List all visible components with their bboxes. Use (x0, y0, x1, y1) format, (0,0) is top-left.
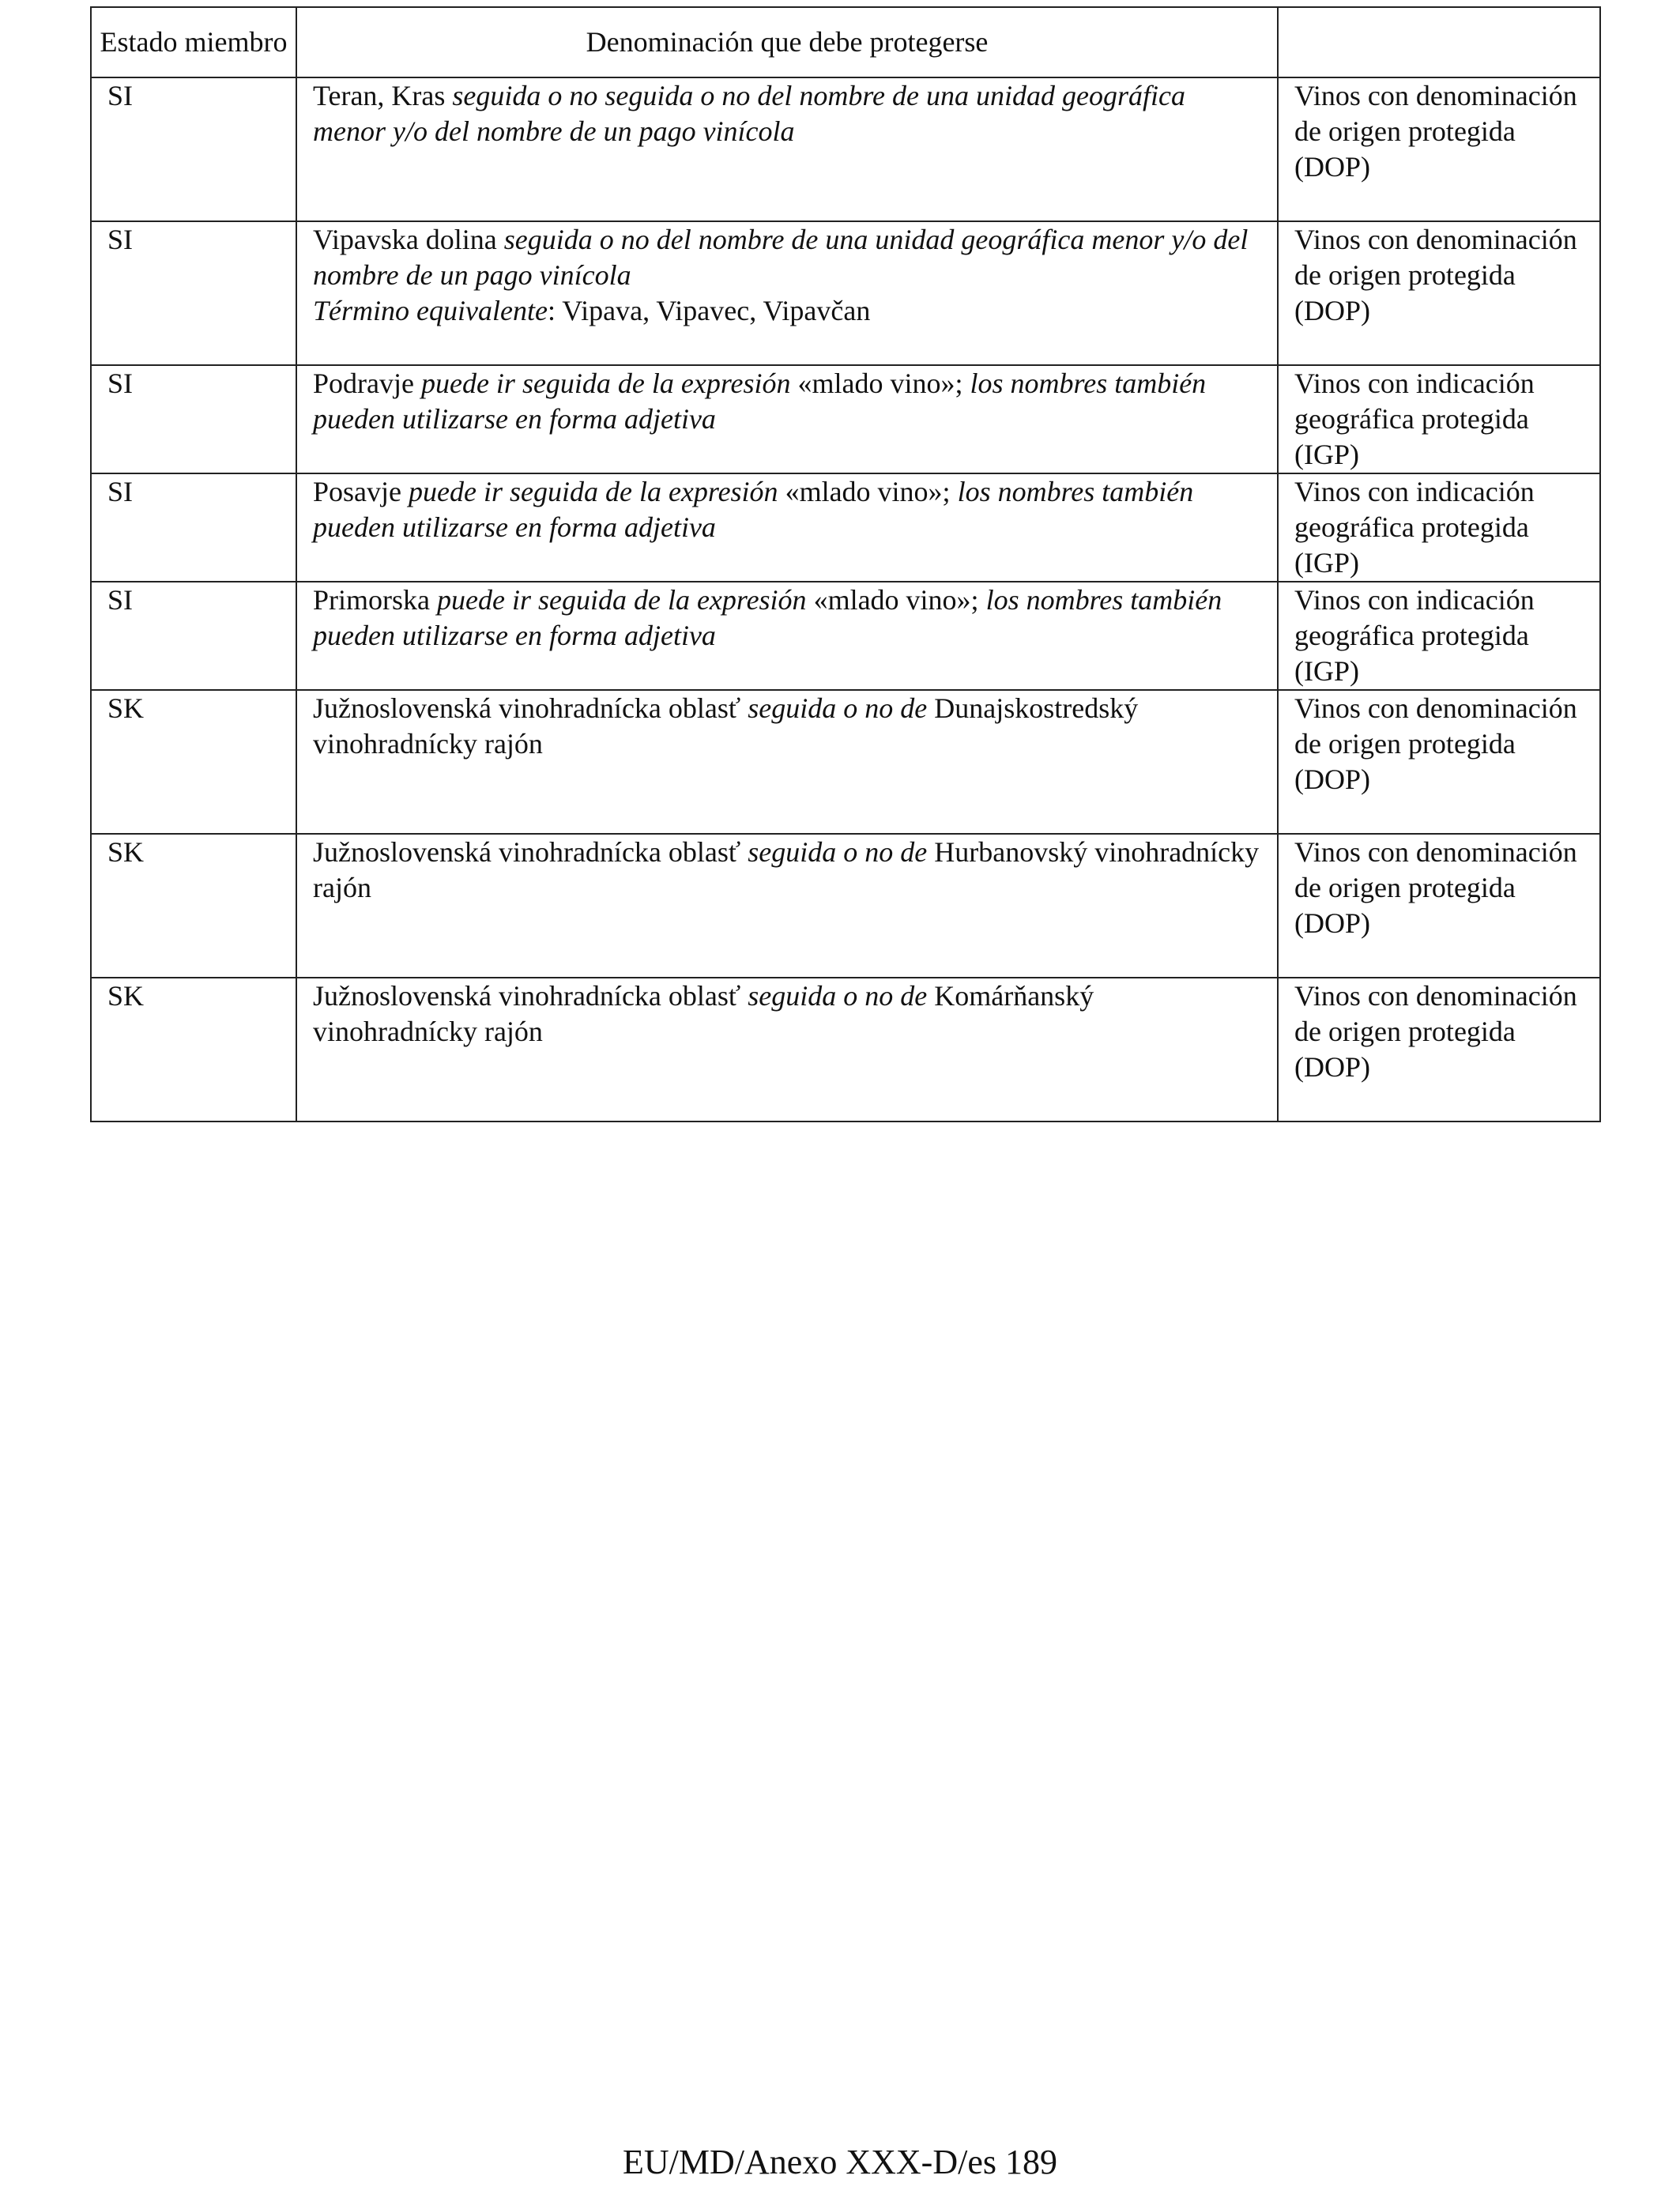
table-row (91, 834, 1600, 978)
product-category-cell: Vinos con denominación de origen protegida (DOP) (1278, 221, 1600, 365)
member-state-cell: SI (91, 221, 296, 365)
denomination-qualifier: seguida o no seguida o no del nombre de una unidad geográfica menor y/o del nombre de un pago vinícola (313, 80, 1192, 147)
denomination-line (313, 474, 1261, 545)
product-category-cell: Vinos con indicación geográfica protegida (IGP) (1278, 365, 1600, 473)
denomination-term: : Vipava, Vipavec, Vipavčan (547, 295, 871, 326)
denomination-qualifier: seguida o no de (748, 836, 935, 868)
denomination-term: Dunajskostredský vinohradnícky rajón (313, 692, 1146, 760)
denomination-term: Južnoslovenská vinohradnícka oblasť (313, 980, 748, 1012)
denomination-qualifier: puede ir seguida de la expresión (409, 476, 785, 507)
denomination-line (313, 978, 1261, 1050)
denomination-line (313, 835, 1267, 906)
member-state-cell: SK (91, 978, 296, 1122)
denomination-term: Posavje (313, 476, 409, 507)
member-state-cell: SI (91, 365, 296, 473)
denomination-cell (296, 690, 1278, 834)
denomination-qualifier: seguida o no de (748, 692, 935, 724)
denomination-term: «mlado vino»; (785, 476, 958, 507)
table-row (91, 473, 1600, 582)
denomination-qualifier: Término equivalente (313, 295, 548, 326)
product-category-cell: Vinos con denominación de origen protegida (DOP) (1278, 690, 1600, 834)
denomination-cell (296, 978, 1278, 1122)
product-category-cell: Vinos con indicación geográfica protegida (IGP) (1278, 582, 1600, 690)
product-category-cell: Vinos con denominación de origen protegida (DOP) (1278, 77, 1600, 221)
member-state-cell: SI (91, 473, 296, 582)
header-member-state: Estado miembro (91, 7, 296, 77)
denomination-term: Južnoslovenská vinohradnícka oblasť (313, 836, 748, 868)
member-state-cell: SI (91, 77, 296, 221)
denomination-line (313, 222, 1261, 293)
denomination-term: Podravje (313, 368, 421, 399)
denomination-term: Teran, Kras (313, 80, 453, 111)
table-row (91, 221, 1600, 365)
denomination-qualifier: puede ir seguida de la expresión (437, 584, 814, 616)
product-category-cell: Vinos con denominación de origen protegida (DOP) (1278, 978, 1600, 1122)
denomination-cell (296, 77, 1278, 221)
page-footer-reference: EU/MD/Anexo XXX-D/es 189 (623, 2143, 1057, 2181)
member-state-cell: SI (91, 582, 296, 690)
denomination-term: Komárňanský vinohradnícky rajón (313, 980, 1102, 1047)
product-category-cell: Vinos con denominación de origen protegida (DOP) (1278, 834, 1600, 978)
table-row (91, 365, 1600, 473)
table-row (91, 690, 1600, 834)
table-header (91, 7, 1600, 77)
member-state-cell: SK (91, 690, 296, 834)
table-body (91, 77, 1600, 1122)
product-category-cell: Vinos con indicación geográfica protegida (IGP) (1278, 473, 1600, 582)
header-denomination: Denominación que debe protegerse (296, 7, 1278, 77)
header-row (91, 7, 1600, 77)
member-state-cell: SK (91, 834, 296, 978)
denomination-qualifier: los nombres también pueden utilizarse en forma adjetiva (313, 476, 1201, 543)
table-row (91, 582, 1600, 690)
denomination-term: «mlado vino»; (797, 368, 970, 399)
denomination-qualifier: los nombres también pueden utilizarse en forma adjetiva (313, 368, 1214, 435)
denomination-qualifier: seguida o no de (748, 980, 935, 1012)
denomination-line (313, 366, 1261, 437)
table-row (91, 77, 1600, 221)
denomination-term: Hurbanovský vinohradnícky rajón (313, 836, 1267, 903)
denomination-cell (296, 365, 1278, 473)
denomination-term: Vipavska dolina (313, 224, 504, 255)
denomination-cell (296, 834, 1278, 978)
header-category (1278, 7, 1600, 77)
denomination-term: Južnoslovenská vinohradnícka oblasť (313, 692, 748, 724)
denomination-line (313, 293, 1261, 329)
denomination-line (313, 691, 1261, 762)
denomination-cell (296, 221, 1278, 365)
denomination-cell (296, 473, 1278, 582)
table-row (91, 978, 1600, 1122)
wine-denominations-table (90, 6, 1601, 1122)
denomination-line (313, 78, 1261, 149)
denomination-qualifier: seguida o no del nombre de una unidad geográfica menor y/o del nombre de un pago vinícola (313, 224, 1256, 291)
denomination-qualifier: los nombres también pueden utilizarse en forma adjetiva (313, 584, 1230, 651)
denomination-cell (296, 582, 1278, 690)
denomination-qualifier: puede ir seguida de la expresión (420, 368, 798, 399)
denomination-term: Primorska (313, 584, 437, 616)
denomination-term: «mlado vino»; (813, 584, 986, 616)
denomination-line (313, 582, 1261, 654)
